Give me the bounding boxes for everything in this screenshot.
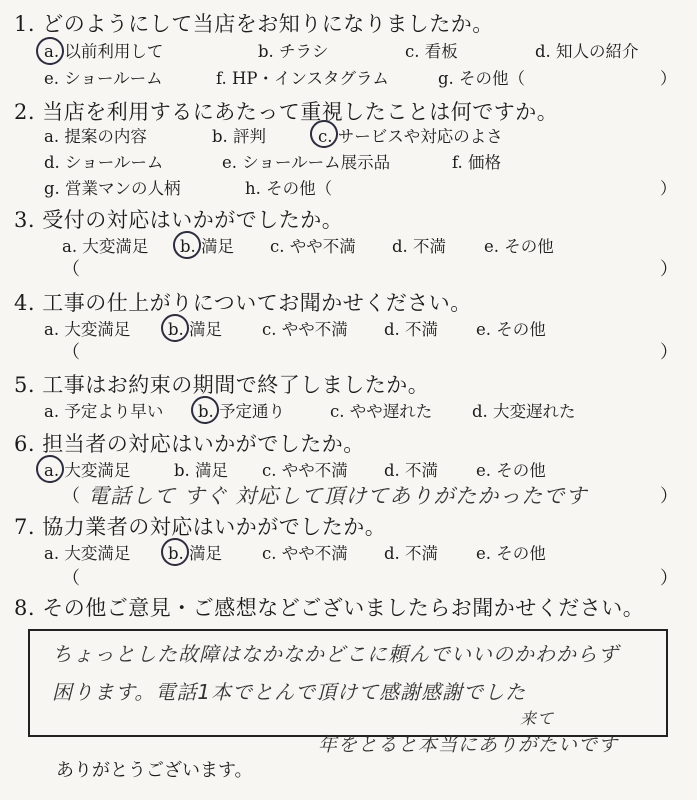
q4-option-b[interactable]: b. 満足 [168, 320, 223, 339]
q7-option-b[interactable]: b. 満足 [168, 544, 223, 563]
q2-option-e[interactable]: e. ショールーム展示品 [222, 153, 391, 172]
q5-option-d[interactable]: d. 大変遅れた [472, 402, 576, 421]
q7-close-paren: ） [660, 568, 678, 589]
q1-option-d[interactable]: d. 知人の紹介 [535, 42, 639, 61]
question-7-title: 7. 協力業者の対応はいかがでしたか。 [14, 515, 387, 539]
q1-option-f[interactable]: f. HP・インスタグラム [216, 69, 389, 88]
q3-option-b[interactable]: b. 満足 [180, 237, 235, 256]
q3-close-paren: ） [660, 259, 678, 280]
q4-option-c[interactable]: c. やや不満 [262, 320, 348, 339]
q2-option-b[interactable]: b. 評判 [212, 127, 267, 146]
q8-handwritten-line-3: 年をとると本当にありがたいです [318, 734, 619, 756]
q7-option-d[interactable]: d. 不満 [384, 544, 439, 563]
q1-option-b[interactable]: b. チラシ [258, 42, 329, 61]
q3-option-d[interactable]: d. 不満 [392, 237, 447, 256]
closing-thanks: ありがとうございます。 [56, 760, 253, 781]
q6-option-a[interactable]: a. 大変満足 [44, 461, 131, 480]
q2-close-paren: ） [660, 179, 677, 198]
question-1-title: 1. どのようにして当店をお知りになりましたか。 [14, 12, 494, 36]
q4-open-paren: （ [62, 342, 80, 363]
q7-option-a[interactable]: a. 大変満足 [44, 544, 131, 563]
q1-option-c[interactable]: c. 看板 [405, 42, 458, 61]
q7-option-e[interactable]: e. その他 [476, 544, 546, 563]
q2-option-g[interactable]: g. 営業マンの人柄 [44, 179, 181, 198]
question-2-title: 2. 当店を利用するにあたって重視したことは何ですか。 [14, 100, 559, 124]
q2-option-f[interactable]: f. 価格 [452, 153, 502, 172]
question-5-title: 5. 工事はお約束の期間で終了しましたか。 [14, 373, 430, 397]
q1-close-paren: ） [660, 69, 677, 88]
q3-option-c[interactable]: c. やや不満 [270, 237, 356, 256]
q7-open-paren: （ [62, 568, 80, 589]
question-3-title: 3. 受付の対応はいかがでしたか。 [14, 208, 344, 232]
q6-option-e[interactable]: e. その他 [476, 461, 546, 480]
q7-option-c[interactable]: c. やや不満 [262, 544, 348, 563]
q4-option-d[interactable]: d. 不満 [384, 320, 439, 339]
q4-close-paren: ） [660, 342, 678, 363]
q8-handwritten-annotation: 来て [520, 709, 555, 728]
q8-handwritten-line-1: ちょっとした故障はなかなかどこに頼んでいいのかわからず [52, 642, 619, 666]
q4-option-e[interactable]: e. その他 [476, 320, 546, 339]
q6-close-paren: ） [660, 486, 678, 507]
q1-option-a[interactable]: a. 以前利用して [44, 42, 164, 61]
q3-open-paren: （ [62, 259, 80, 280]
q5-option-a[interactable]: a. 予定より早い [44, 402, 164, 421]
q2-option-c[interactable]: c. サービスや対応のよさ [318, 127, 503, 146]
q1-option-e[interactable]: e. ショールーム [44, 69, 163, 88]
q2-option-d[interactable]: d. ショールーム [44, 153, 164, 172]
question-4-title: 4. 工事の仕上がりについてお聞かせください。 [14, 291, 472, 315]
q2-option-h[interactable]: h. その他（ [245, 179, 333, 198]
q3-option-a[interactable]: a. 大変満足 [62, 237, 149, 256]
q6-open-paren: （ [62, 486, 80, 507]
q5-option-c[interactable]: c. やや遅れた [330, 402, 433, 421]
q8-handwritten-line-2: 困ります。電話1本でとんで頂けて感謝感謝でした [52, 680, 527, 704]
q6-option-d[interactable]: d. 不満 [384, 461, 439, 480]
q6-option-c[interactable]: c. やや不満 [262, 461, 348, 480]
q5-option-b[interactable]: b. 予定通り [198, 402, 286, 421]
q2-option-a[interactable]: a. 提案の内容 [44, 127, 147, 146]
q6-option-b[interactable]: b. 満足 [174, 461, 229, 480]
q1-option-g[interactable]: g. その他（ [438, 69, 526, 88]
q3-option-e[interactable]: e. その他 [484, 237, 554, 256]
question-8-title: 8. その他ご意見・ご感想などございましたらお聞かせください。 [14, 596, 645, 620]
question-6-title: 6. 担当者の対応はいかがでしたか。 [14, 432, 365, 456]
q4-option-a[interactable]: a. 大変満足 [44, 320, 131, 339]
q6-handwritten-comment: 電話して すぐ 対応して頂けてありがたかったです [88, 484, 588, 508]
